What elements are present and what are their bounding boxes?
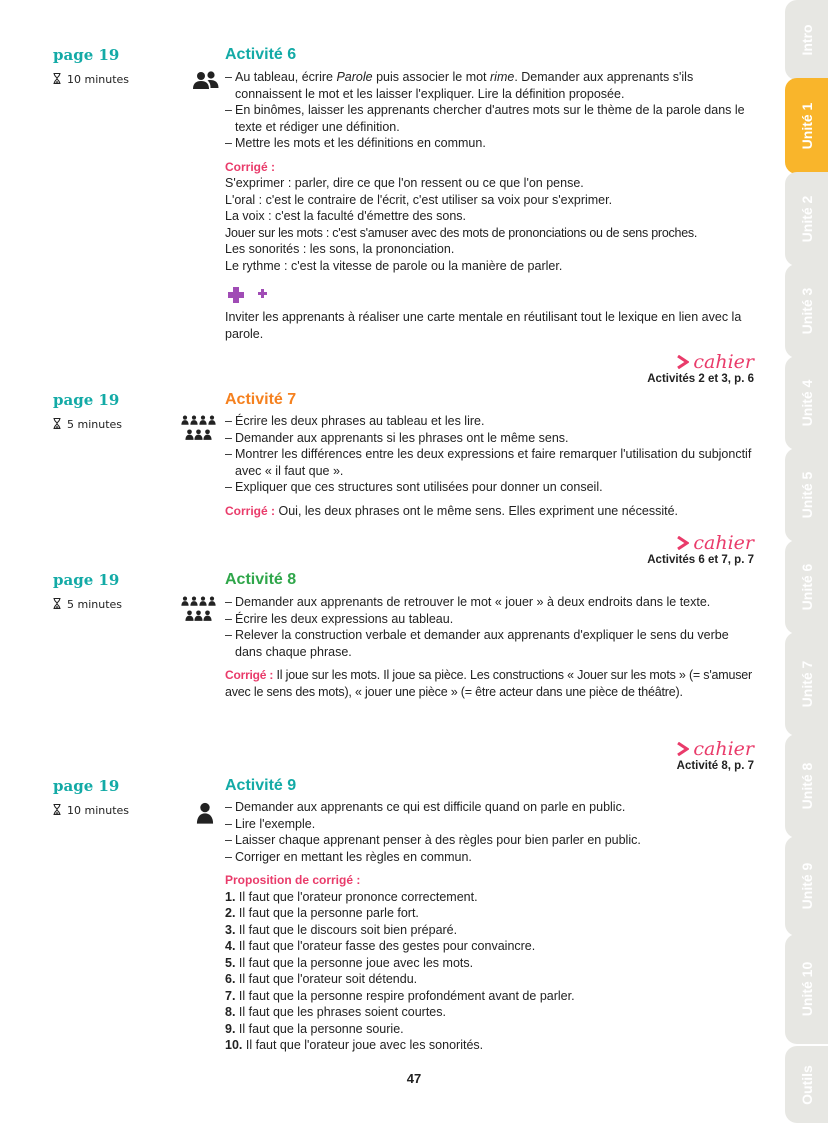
corrige-label: Corrigé : xyxy=(225,668,274,682)
instruction-item: – Demander aux apprenants de retrouver le mot « jouer » à deux endroits dans le texte. xyxy=(225,594,755,611)
activity-title: Activité 9 xyxy=(225,777,297,794)
tab-unite-7[interactable]: Unité 7 xyxy=(785,632,828,736)
tab-unite-5[interactable]: Unité 5 xyxy=(785,448,828,542)
cahier-word: cahier xyxy=(693,351,754,373)
extra-activity-text: Inviter les apprenants à réaliser une carte mentale en réutilisant tout le lexique en lien avec la parole. xyxy=(225,310,742,341)
list-item: 1. Il faut que l'orateur prononce correctement. xyxy=(225,889,478,904)
tab-unite-2[interactable]: Unité 2 xyxy=(785,172,828,266)
page-number: 47 xyxy=(406,1071,422,1086)
cahier-reference xyxy=(647,534,754,567)
instruction-item: – Demander aux apprenants ce qui est difficile quand on parle en public. xyxy=(225,799,755,816)
instruction-item: – Montrer les différences entre les deux expressions et faire remarquer l'utilisation du subjonctif avec « il faut que ». xyxy=(225,446,755,479)
cahier-activities: Activités 2 et 3, p. 6 xyxy=(647,373,754,385)
cahier-activities: Activités 6 et 7, p. 7 xyxy=(647,554,754,566)
cahier-activities: Activité 8, p. 7 xyxy=(676,760,754,772)
hourglass-icon xyxy=(53,598,61,609)
instruction-item: – Écrire les deux phrases au tableau et les lire. xyxy=(225,413,755,430)
list-item: 4. Il faut que l'orateur fasse des gestes pour convaincre. xyxy=(225,939,536,953)
chevron-right-icon xyxy=(677,536,689,550)
corrige-text: Il joue sur les mots. Il joue sa pièce. Les constructions « Jouer sur les mots » (= s'amuser avec le sens des mots), « jouer une pièce » (= être acteur dans une pièce de théâtre). xyxy=(225,668,753,699)
corrige-line: La voix : c'est la faculté d'émettre des sons. xyxy=(225,209,467,223)
group-icon xyxy=(181,415,217,443)
cahier-reference xyxy=(677,740,754,773)
corrige-label: Corrigé : xyxy=(225,159,276,174)
single-person-icon xyxy=(196,802,214,824)
activity-7-body xyxy=(225,413,755,519)
list-item: 9. Il faut que la personne sourie. xyxy=(225,1021,404,1036)
corrige xyxy=(225,667,755,700)
page-reference: page 19 xyxy=(53,777,120,795)
duration-text: 5 minutes xyxy=(67,418,123,431)
list-item: 7. Il faut que la personne respire profondément avant de parler. xyxy=(225,988,575,1003)
corrige xyxy=(225,503,755,520)
chevron-right-icon xyxy=(677,355,689,369)
activity-title: Activité 7 xyxy=(225,391,297,408)
list-item: 10. Il faut que l'orateur joue avec les sonorités. xyxy=(225,1038,484,1052)
hourglass-icon xyxy=(53,73,61,84)
page-reference: page 19 xyxy=(53,391,120,409)
list-item: 6. Il faut que l'orateur soit détendu. xyxy=(225,972,418,986)
tab-unite-6[interactable]: Unité 6 xyxy=(785,540,828,634)
activity-9-body xyxy=(225,799,755,1054)
hourglass-icon xyxy=(53,418,61,429)
corrige-text: Oui, les deux phrases ont le même sens. Elles expriment une nécessité. xyxy=(275,503,678,518)
answer-list xyxy=(225,889,755,1054)
duration-text: 10 minutes xyxy=(67,804,130,817)
duration-text: 10 minutes xyxy=(67,73,130,86)
corrige-label: Corrigé : xyxy=(225,503,276,518)
instruction-item: – Expliquer que ces structures sont utilisées pour donner un conseil. xyxy=(225,479,755,496)
tab-unite-10[interactable]: Unité 10 xyxy=(785,934,828,1044)
tab-intro[interactable]: Intro xyxy=(785,0,828,80)
group-icon xyxy=(181,596,217,624)
instruction-item: – Relever la construction verbale et demander aux apprenants d'expliquer le sens du verbe dans chaque phrase. xyxy=(225,627,755,660)
activity-title: Activité 8 xyxy=(225,571,297,588)
duration-text: 5 minutes xyxy=(67,598,123,611)
page-reference: page 19 xyxy=(53,571,120,589)
instruction-item: – En binômes, laisser les apprenants chercher d'autres mots sur le thème de la parole dans le texte et rédiger une définition. xyxy=(225,102,755,135)
instruction-item: – Mettre les mots et les définitions en commun. xyxy=(225,135,755,152)
list-item: 2. Il faut que la personne parle fort. xyxy=(225,906,419,920)
corrige-line: Le rythme : c'est la vitesse de parole ou la manière de parler. xyxy=(225,258,563,273)
duration xyxy=(53,418,122,431)
cahier-word: cahier xyxy=(693,532,754,554)
instruction-item: – Corriger en mettant les règles en commun. xyxy=(225,849,755,866)
tab-unite-8[interactable]: Unité 8 xyxy=(785,734,828,838)
tab-unite-9[interactable]: Unité 9 xyxy=(785,836,828,936)
list-item: 5. Il faut que la personne joue avec les mots. xyxy=(225,955,474,970)
page-reference: page 19 xyxy=(53,46,120,64)
instruction-item: – Lire l'exemple. xyxy=(225,816,755,833)
corrige-line: S'exprimer : parler, dire ce que l'on ressent ou ce que l'on pense. xyxy=(225,176,584,190)
activity-title: Activité 6 xyxy=(225,46,297,63)
corrige-label: Proposition de corrigé : xyxy=(225,873,361,887)
corrige-line: Les sonorités : les sons, la prononciation. xyxy=(225,242,455,256)
list-item: 3. Il faut que le discours soit bien préparé. xyxy=(225,922,458,937)
cahier-word: cahier xyxy=(693,738,754,760)
pair-icon xyxy=(193,71,219,91)
tab-unite-3[interactable]: Unité 3 xyxy=(785,264,828,358)
plus-plus-icon xyxy=(225,284,273,306)
instruction-item: – Au tableau, écrire Parole puis associer le mot rime. Demander aux apprenants s'ils connaissent le mot et les laisser l'expliquer. Lire la définition proposée. xyxy=(225,69,755,102)
chevron-right-icon xyxy=(677,742,689,756)
duration xyxy=(53,73,129,86)
activity-8-body xyxy=(225,594,755,700)
cahier-reference xyxy=(647,353,754,386)
tab-unite-4[interactable]: Unité 4 xyxy=(785,356,828,450)
unit-tabs xyxy=(785,0,828,1123)
duration xyxy=(53,804,129,817)
list-item: 8. Il faut que les phrases soient courtes. xyxy=(225,1005,446,1019)
instruction-item: – Écrire les deux expressions au tableau. xyxy=(225,611,755,628)
tab-outils[interactable]: Outils xyxy=(785,1046,828,1123)
corrige-line: Jouer sur les mots : c'est s'amuser avec des mots de prononciations ou de sens proches. xyxy=(225,225,698,240)
corrige-line: L'oral : c'est le contraire de l'écrit, c'est utiliser sa voix pour s'exprimer. xyxy=(225,192,613,207)
duration xyxy=(53,598,122,611)
tab-unite-1[interactable]: Unité 1 xyxy=(785,78,828,174)
activity-6-body xyxy=(225,69,755,342)
hourglass-icon xyxy=(53,804,61,815)
instruction-item: – Demander aux apprenants si les phrases ont le même sens. xyxy=(225,430,755,447)
instruction-item: – Laisser chaque apprenant penser à des règles pour bien parler en public. xyxy=(225,832,755,849)
